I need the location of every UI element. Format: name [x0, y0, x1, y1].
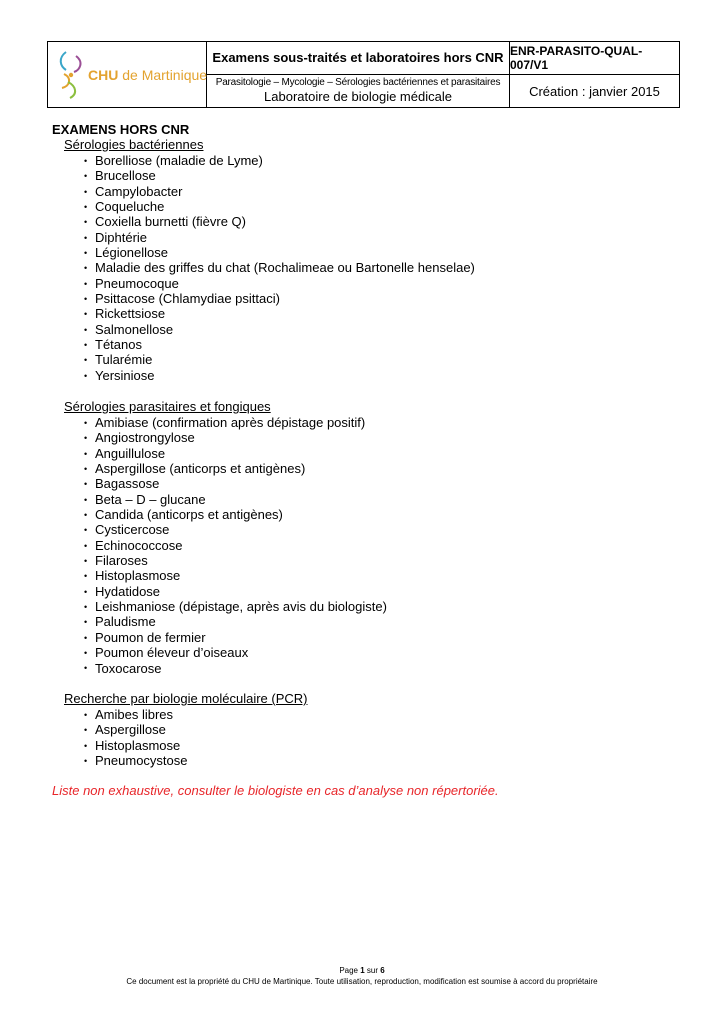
- bullet-icon: •: [84, 201, 88, 212]
- bullet-icon: •: [84, 479, 88, 490]
- list-item-text: Angiostrongylose: [95, 430, 195, 446]
- bullet-icon: •: [84, 355, 88, 366]
- list-item-text: Aspergillose (anticorps et antigènes): [95, 461, 306, 477]
- list-item-text: Histoplasmose: [95, 568, 181, 584]
- bullet-icon: •: [84, 602, 88, 613]
- subtitle-disciplines: Parasitologie – Mycologie – Sérologies bactériennes et parasitaires: [215, 77, 501, 88]
- list-item: [84, 214, 475, 229]
- bullet-icon: •: [84, 417, 88, 428]
- list-item: [84, 584, 387, 599]
- list-parasitic: [84, 415, 387, 676]
- logo-figure-icon: [54, 48, 88, 100]
- list-item-text: Psittacose (Chlamydiae psittaci): [95, 291, 280, 307]
- bullet-icon: •: [84, 509, 88, 520]
- list-item-text: Borelliose (maladie de Lyme): [95, 153, 263, 168]
- list-item-text: Toxocarose: [95, 660, 162, 676]
- list-item: [84, 553, 387, 568]
- bullet-icon: •: [84, 494, 88, 505]
- list-item: [84, 184, 475, 199]
- list-item-text: Pneumocystose: [95, 753, 188, 769]
- list-item-text: Pneumocoque: [95, 275, 179, 291]
- property-notice: Ce document est la propriété du CHU de Martinique. Toute utilisation, reproduction, modification est soumise à accord du propriétaire: [126, 977, 598, 986]
- logo-text: [88, 67, 207, 83]
- list-item-text: Coxiella burnetti (fièvre Q): [95, 214, 246, 230]
- bullet-icon: •: [84, 217, 88, 228]
- bullet-icon: •: [84, 586, 88, 597]
- list-item: [84, 738, 188, 753]
- list-item: [84, 276, 475, 291]
- list-item: [84, 352, 475, 367]
- list-item-text: Bagassose: [95, 476, 160, 492]
- list-item-text: Candida (anticorps et antigènes): [95, 507, 283, 523]
- logo-martinique: de Martinique: [118, 67, 208, 83]
- page-current: 1: [360, 966, 365, 975]
- bullet-icon: •: [84, 186, 88, 197]
- logo-cell: [48, 42, 207, 107]
- list-item-text: Rickettsiose: [95, 306, 166, 322]
- doc-code: ENR-PARASITO-QUAL-007/V1: [510, 42, 679, 75]
- list-item: [84, 153, 475, 168]
- list-item: [84, 507, 387, 522]
- bullet-icon: •: [84, 340, 88, 351]
- list-item-text: Beta – D – glucane: [95, 491, 206, 507]
- list-item-text: Filaroses: [95, 553, 148, 569]
- list-pcr: [84, 707, 188, 768]
- list-item-text: Tétanos: [95, 337, 142, 353]
- list-item: [84, 707, 188, 722]
- bullet-icon: •: [84, 525, 88, 536]
- bullet-icon: •: [84, 370, 88, 381]
- subtitle-laboratory: Laboratoire de biologie médicale: [264, 89, 452, 104]
- list-item: [84, 337, 475, 352]
- chu-logo: [54, 48, 208, 100]
- bullet-icon: •: [84, 247, 88, 258]
- list-item-text: Leishmaniose (dépistage, après avis du biologiste): [95, 599, 387, 615]
- list-item-text: Poumon éleveur d’oiseaux: [95, 645, 249, 661]
- list-item-text: Paludisme: [95, 614, 156, 630]
- list-item-text: Hydatidose: [95, 583, 161, 599]
- list-item-text: Histoplasmose: [95, 737, 181, 753]
- list-item: [84, 168, 475, 183]
- page-prefix: Page: [339, 966, 361, 975]
- bullet-icon: •: [84, 155, 88, 166]
- list-item: [84, 522, 387, 537]
- bullet-icon: •: [84, 755, 88, 766]
- list-item-text: Campylobacter: [95, 183, 183, 199]
- list-item-text: Amibiase (confirmation après dépistage positif): [95, 415, 366, 430]
- bullet-icon: •: [84, 171, 88, 182]
- bullet-icon: •: [84, 648, 88, 659]
- bullet-icon: •: [84, 448, 88, 459]
- bullet-icon: •: [84, 463, 88, 474]
- list-item: [84, 630, 387, 645]
- list-item-text: Aspergillose: [95, 722, 166, 738]
- list-item: [84, 476, 387, 491]
- list-item-text: Brucellose: [95, 168, 156, 184]
- bullet-icon: •: [84, 663, 88, 674]
- list-item: [84, 260, 475, 275]
- bullet-icon: •: [84, 309, 88, 320]
- list-item: [84, 568, 387, 583]
- list-item: [84, 661, 387, 676]
- list-item-text: Amibes libres: [95, 707, 174, 722]
- bullet-icon: •: [84, 555, 88, 566]
- section-title-parasitic: Sérologies parasitaires et fongiques: [64, 399, 271, 414]
- page-number: [0, 966, 724, 975]
- main-title: EXAMENS HORS CNR: [52, 122, 190, 137]
- list-item: [84, 430, 387, 445]
- bullet-icon: •: [84, 263, 88, 274]
- document-header: [47, 41, 680, 108]
- page-separator: sur: [364, 966, 381, 975]
- list-item: [84, 245, 475, 260]
- list-item-text: Cysticercose: [95, 522, 170, 538]
- bullet-icon: •: [84, 232, 88, 243]
- bullet-icon: •: [84, 540, 88, 551]
- bullet-icon: •: [84, 278, 88, 289]
- list-item-text: Anguillulose: [95, 445, 166, 461]
- list-item: [84, 492, 387, 507]
- bullet-icon: •: [84, 293, 88, 304]
- doc-subtitle: [207, 75, 510, 107]
- list-item: [84, 446, 387, 461]
- list-item: [84, 599, 387, 614]
- list-item: [84, 306, 475, 321]
- doc-title: Examens sous-traités et laboratoires hors CNR: [207, 42, 510, 75]
- list-item-text: Coqueluche: [95, 199, 165, 215]
- bullet-icon: •: [84, 709, 88, 720]
- bullet-icon: •: [84, 725, 88, 736]
- list-item-text: Echinococcose: [95, 537, 183, 553]
- list-item: [84, 368, 475, 383]
- list-item: [84, 291, 475, 306]
- section-title-pcr: Recherche par biologie moléculaire (PCR): [64, 691, 308, 706]
- list-item-text: Yersiniose: [95, 367, 155, 383]
- list-item-text: Tularémie: [95, 352, 153, 368]
- list-item: [84, 645, 387, 660]
- bullet-icon: •: [84, 617, 88, 628]
- section-title-bacterial: Sérologies bactériennes: [64, 137, 204, 152]
- list-item-text: Diphtérie: [95, 229, 148, 245]
- list-item: [84, 753, 188, 768]
- list-item: [84, 614, 387, 629]
- list-bacterial: [84, 153, 475, 383]
- list-item-text: Légionellose: [95, 245, 169, 261]
- list-item: [84, 322, 475, 337]
- list-item-text: Salmonellose: [95, 321, 174, 337]
- bullet-icon: •: [84, 740, 88, 751]
- bullet-icon: •: [84, 433, 88, 444]
- page-total: 6: [380, 966, 385, 975]
- creation-date: Création : janvier 2015: [529, 83, 660, 99]
- list-item: [84, 538, 387, 553]
- disclaimer-note: Liste non exhaustive, consulter le biologiste en cas d’analyse non répertoriée.: [52, 783, 499, 798]
- bullet-icon: •: [84, 571, 88, 582]
- logo-chu: CHU: [88, 67, 119, 83]
- list-item-text: Maladie des griffes du chat (Rochalimeae ou Bartonelle henselae): [95, 260, 475, 276]
- bullet-icon: •: [84, 324, 88, 335]
- list-item: [84, 461, 387, 476]
- list-item: [84, 415, 387, 430]
- list-item: [84, 199, 475, 214]
- bullet-icon: •: [84, 632, 88, 643]
- list-item-text: Poumon de fermier: [95, 629, 206, 645]
- list-item: [84, 230, 475, 245]
- list-item: [84, 722, 188, 737]
